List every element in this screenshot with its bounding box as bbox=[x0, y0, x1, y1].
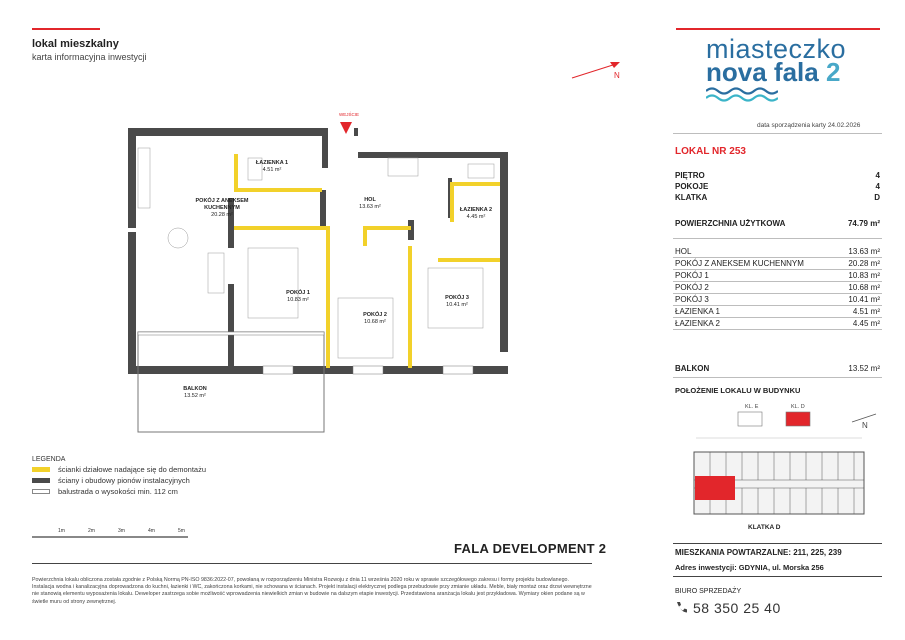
plan-label-kitchen bbox=[192, 198, 252, 219]
entrance-label: WEJŚCIE bbox=[339, 112, 360, 117]
room-label: POKÓJ Z ANEKSEM KUCHENNYM bbox=[675, 259, 804, 268]
room-label: POKÓJ 2 bbox=[675, 283, 709, 292]
room-value: 13.63 m² bbox=[848, 247, 880, 256]
plan-label-name: ŁAZIENKA 2 bbox=[459, 207, 493, 213]
meta-row-staircase bbox=[675, 192, 880, 203]
plan-label-bath2 bbox=[453, 207, 499, 221]
legend-item: ściany i obudowy pionów instalacyjnych bbox=[58, 476, 190, 485]
room-label: POKÓJ 1 bbox=[675, 271, 709, 280]
header-red-line bbox=[32, 28, 100, 30]
scale-tick: 4m bbox=[148, 528, 155, 534]
sales-label: BIURO SPRZEDAŻY bbox=[675, 588, 742, 595]
sep-repeat bbox=[673, 543, 882, 544]
plan-label-area: 4.51 m² bbox=[262, 166, 282, 173]
area-total-label: POWIERZCHNIA UŻYTKOWA bbox=[675, 219, 786, 228]
plan-label-area: 20.28 m² bbox=[211, 211, 233, 218]
scale-tick: 1m bbox=[58, 528, 65, 534]
plan-label-area: 10.83 m² bbox=[287, 296, 309, 303]
meta-value: 4 bbox=[875, 182, 880, 191]
area-total-value: 74.79 m² bbox=[847, 219, 880, 228]
room-row bbox=[675, 246, 880, 257]
disclaimer-text: Powierzchnia lokalu obliczona została zgodnie z Polską Normą PN-ISO 9836:2022-07, powołaną w rozporządzeniu Ministra Rozwoju z dnia 11 września 2020 roku w sprawie szczegółowego zakresu i formy projektu budowlanego. Instalacja wodna i kanalizacyjna doprowadzona do kuchni, łazienki i WC, zakończona korkami, nie schowana w ścianach. Projekt instalacji elektrycznej podlega przebudowie przy zmianie układu. Meble, biały montaż oraz drzwi wewnętrzne nie stanowią elementu wyposażenia lokalu. Deweloper zastrzega sobie możliwość wprowadzenia niewielkich zmian w budowie na dalszym etapie inwestycji. Przedstawiona aranżacja lokalu jest przykładowa. Wymiary okien podane są w świetle muru od strony zewnętrznej. bbox=[32, 577, 592, 605]
sep-balcony bbox=[673, 377, 882, 378]
logo-line2-number: 2 bbox=[825, 57, 841, 87]
plan-label-room1 bbox=[278, 290, 318, 304]
keyplan-caption: KLATKA D bbox=[748, 524, 781, 531]
location-title: POŁOŻENIE LOKALU W BUDYNKU bbox=[675, 386, 801, 395]
logo-waves-icon bbox=[706, 87, 778, 103]
room-row bbox=[675, 270, 880, 281]
logo-line2-text: nova fala bbox=[706, 57, 819, 87]
plan-label-name: ŁAZIENKA 1 bbox=[255, 160, 289, 166]
room-value: 10.83 m² bbox=[848, 271, 880, 280]
scale-bar bbox=[32, 536, 188, 538]
plan-label-name: POKÓJ 1 bbox=[286, 290, 310, 296]
plan-label-hol bbox=[350, 197, 390, 211]
bottom-separator bbox=[32, 563, 592, 564]
plan-label-area: 10.41 m² bbox=[446, 301, 468, 308]
lokal-title: LOKAL NR 253 bbox=[675, 146, 746, 157]
area-total-row bbox=[675, 218, 880, 229]
meta-row-rooms bbox=[675, 181, 880, 192]
developer-part1: FALA bbox=[454, 541, 489, 556]
address: Adres inwestycji: GDYNIA, ul. Morska 256 bbox=[675, 563, 824, 572]
header-subtitle: karta informacyjna inwestycji bbox=[32, 52, 147, 62]
sep-area bbox=[673, 238, 882, 239]
keyplan-label-d: KL. D bbox=[791, 404, 805, 410]
date-line: data sporządzenia karty 24.02.2026 bbox=[757, 122, 861, 129]
plan-label-area: 13.52 m² bbox=[184, 392, 206, 399]
sales-phone[interactable]: 58 350 25 40 bbox=[693, 600, 781, 616]
meta-label: KLATKA bbox=[675, 193, 708, 202]
room-label: POKÓJ 3 bbox=[675, 295, 709, 304]
legend-item: ścianki działowe nadające się do demontażu bbox=[58, 465, 207, 474]
meta-label: PIĘTRO bbox=[675, 171, 705, 180]
plan-label-name: HOL bbox=[364, 197, 376, 203]
plan-label-bath1 bbox=[247, 160, 297, 174]
room-label: ŁAZIENKA 1 bbox=[675, 307, 720, 316]
north-arrow-icon bbox=[570, 58, 630, 82]
room-value: 4.51 m² bbox=[852, 307, 880, 316]
sep-row bbox=[673, 329, 882, 330]
legend-swatch-rail bbox=[32, 489, 50, 494]
plan-label-name: POKÓJ 3 bbox=[445, 295, 469, 301]
meta-row-floor bbox=[675, 170, 880, 181]
developer-logo bbox=[454, 541, 606, 556]
room-value: 4.45 m² bbox=[852, 319, 880, 328]
repeat-units: MIESZKANIA POWTARZALNE: 211, 225, 239 bbox=[675, 548, 842, 557]
room-value: 10.68 m² bbox=[848, 283, 880, 292]
logo-red-line bbox=[676, 28, 880, 30]
room-label: ŁAZIENKA 2 bbox=[675, 319, 720, 328]
plan-label-name: POKÓJ 2 bbox=[363, 312, 387, 318]
balcony-value: 13.52 m² bbox=[848, 364, 880, 373]
plan-label-area: 13.63 m² bbox=[359, 203, 381, 210]
plan-label-name: POKÓJ Z ANEKSEM KUCHENNYM bbox=[195, 198, 249, 211]
room-row bbox=[675, 258, 880, 269]
legend-item: balustrada o wysokości min. 112 cm bbox=[58, 487, 178, 496]
floor-plan bbox=[108, 108, 548, 438]
meta-label: POKOJE bbox=[675, 182, 709, 191]
keyplan-label-e: KL. E bbox=[745, 404, 759, 410]
plan-label-area: 4.45 m² bbox=[466, 213, 486, 220]
room-label: HOL bbox=[675, 247, 692, 256]
logo-line1: miasteczko bbox=[706, 34, 847, 64]
room-row bbox=[675, 294, 880, 305]
developer-part2: DEVELOPMENT 2 bbox=[492, 541, 607, 556]
meta-value: 4 bbox=[875, 171, 880, 180]
plan-label-balcony bbox=[175, 386, 215, 400]
scale-tick: 5m bbox=[178, 528, 185, 534]
balcony-label: BALKON bbox=[675, 364, 710, 373]
scale-tick: 2m bbox=[88, 528, 95, 534]
plan-label-area: 10.68 m² bbox=[364, 318, 386, 325]
building-keyplan bbox=[676, 400, 882, 540]
plan-label-room2 bbox=[355, 312, 395, 326]
meta-value: D bbox=[874, 193, 880, 202]
room-row bbox=[675, 282, 880, 293]
legend-swatch-dark bbox=[32, 478, 50, 483]
plan-label-room3 bbox=[437, 295, 477, 309]
sep-address bbox=[673, 576, 882, 577]
balcony-row bbox=[675, 363, 880, 374]
scale-tick: 3m bbox=[118, 528, 125, 534]
plan-label-name: BALKON bbox=[183, 386, 207, 392]
svg-text:N: N bbox=[614, 71, 620, 80]
room-value: 10.41 m² bbox=[848, 295, 880, 304]
logo-line2 bbox=[706, 59, 840, 85]
room-value: 20.28 m² bbox=[848, 259, 880, 268]
legend-swatch-yellow bbox=[32, 467, 50, 472]
phone-icon bbox=[675, 601, 687, 614]
header-title: lokal mieszkalny bbox=[32, 38, 119, 50]
room-row bbox=[675, 318, 880, 329]
sep-date bbox=[673, 133, 882, 134]
svg-text:N: N bbox=[862, 421, 868, 430]
room-row bbox=[675, 306, 880, 317]
legend-title: LEGENDA bbox=[32, 456, 66, 463]
